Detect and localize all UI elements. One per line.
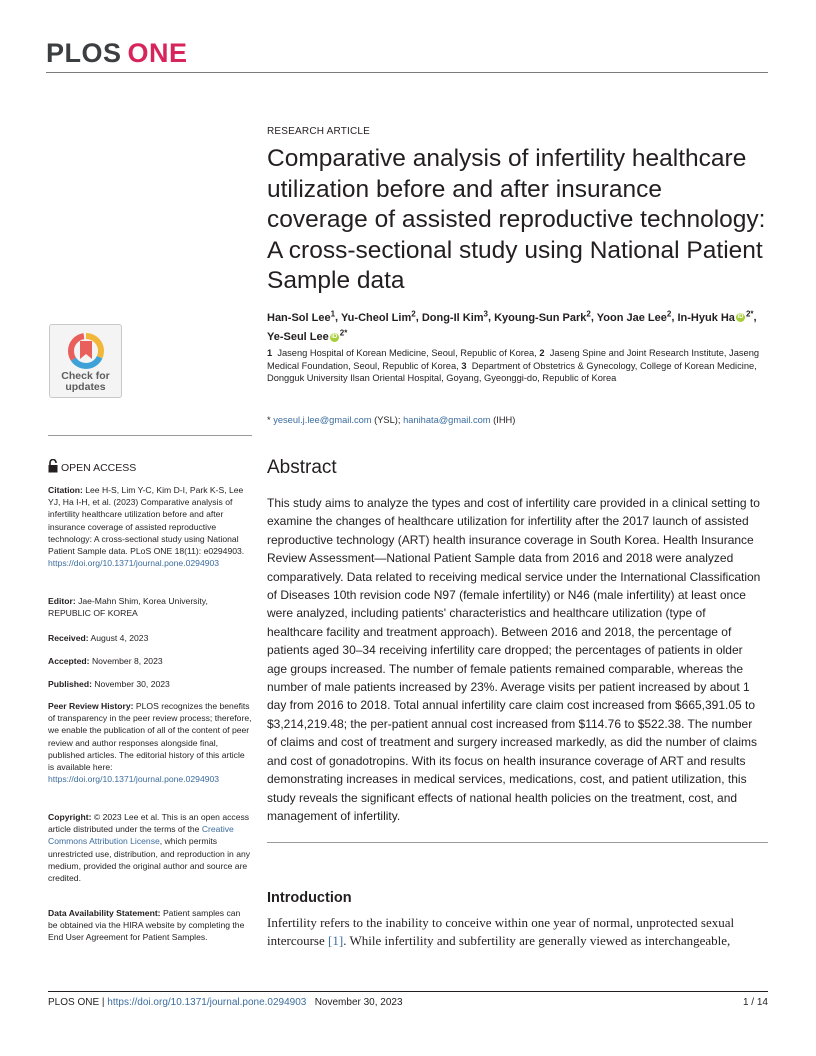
author[interactable]: Dong-Il Kim$^3$ xyxy=(421,309,488,324)
journal-logo[interactable] xyxy=(46,38,188,69)
page-footer xyxy=(48,997,768,1008)
license-link[interactable]: Creative Commons Attribution License xyxy=(48,824,234,847)
abstract-heading: Abstract xyxy=(267,457,337,478)
reference-link[interactable]: [1] xyxy=(328,932,344,948)
author[interactable]: Ye-Seul Lee iD $^{2*}$ xyxy=(267,328,348,344)
footer-journal: PLOS ONE | xyxy=(48,997,105,1008)
article-type: RESEARCH ARTICLE xyxy=(267,126,371,137)
peer-review-link[interactable]: https://doi.org/10.1371/journal.pone.0294903 xyxy=(48,774,220,785)
author[interactable]: Yoon Jae Lee$^2$ xyxy=(596,309,672,324)
author[interactable]: Yu-Cheol Lim$^2$ xyxy=(340,309,416,324)
accepted-block: Accepted: November 8, 2023 xyxy=(48,656,163,666)
logo-word-one: ONE xyxy=(127,38,188,68)
open-lock-icon xyxy=(48,459,58,473)
abstract-text: This study aims to analyze the types and cost of infertility care provided in a clinical setting to examine the changes of healthcare utilization for infertility after the 2017 launch of assisted reproductive technology (ART) health insurance coverage in South Korea. Health Insurance Review Assessment—National Patient Sample data from 2016 and 2018 were analyzed comparatively. Data related to receiving medical service under the International Classification of Diseases 10th revision code N97 (female infertility) or N46 (male infertility) at least once were analyzed, including patients' characteristics and healthcare utilization (type of healthcare facility and treatment approach). Between 2016 and 2018, the percentage of patients aged 30–34 receiving infertility care dropped; the percentages of patients in older age groups increased. The number of female patients remained comparable, whereas the number of male patients increased by 23%. Average visits per patient increased by about 1 day from 2016 to 2018. Total annual infertility care claim cost increased from $665,391.05 to $3,214,219.48; the per-patient annual cost increased from $114.76 to $522.38. The number of claims and cost of treatment and surgery increased markedly, as did the number of claims and cost of gonadotropins. With its focus on health insurance coverage of ART and results demonstrating increases in medical services, medications, cost, and patient utilization, this study reveals the significant effects of national health policies on the treatment, cost, and management of infertility. xyxy=(267,496,761,823)
sidebar-rule xyxy=(48,435,252,436)
article-title: Comparative analysis of infertility healthcare utilization before and after insurance coverage of assisted reproductive technology: A cross-sectional study using National Patient Sample data xyxy=(267,145,766,294)
data-availability-block: Data Availability Statement: Patient samples can be obtained via the HIRA website by completing the End User Agreement for Patient Samples. xyxy=(48,908,245,943)
page-number: 1 / 14 xyxy=(742,997,768,1008)
editor-block: Editor: Jae-Mahn Shim, Korea University, REPUBLIC OF KOREA xyxy=(48,596,208,619)
check-updates-line2: updates xyxy=(65,381,106,393)
orcid-icon[interactable]: iD xyxy=(737,314,744,321)
received-block: Received: August 4, 2023 xyxy=(48,633,149,643)
author-list: Han-Sol Lee$^1$, Yu-Cheol Lim$^2$, Dong-Il Kim$^3$, Kyoung-Sun Park$^2$, Yoon Jae Lee$^2$, In-Hyuk Ha iD $^{2*}$, Ye-Seul Lee iD $^{2*}$ xyxy=(267,309,757,344)
footer-rule xyxy=(48,991,768,992)
orcid-icon[interactable]: iD xyxy=(331,333,338,340)
author[interactable]: Han-Sol Lee$^1$ xyxy=(267,309,336,324)
published-block: Published: November 30, 2023 xyxy=(48,679,170,689)
footer-doi-link[interactable]: https://doi.org/10.1371/journal.pone.0294903 xyxy=(107,997,307,1008)
check-for-updates-badge[interactable] xyxy=(49,324,122,398)
copyright-block: Copyright: © 2023 Lee et al. This is an open access article distributed under the terms of the Creative Commons Attribution License, which permits unrestricted use, distribution, and reproduction in any medium, provided the original author and source are credited. xyxy=(48,812,251,884)
abstract-rule xyxy=(267,842,768,843)
check-updates-line1: Check for xyxy=(61,370,110,382)
author[interactable]: Kyoung-Sun Park$^2$ xyxy=(494,309,591,324)
email-link[interactable]: hanihata@gmail.com xyxy=(403,415,491,425)
citation-doi-link[interactable]: https://doi.org/10.1371/journal.pone.0294903 xyxy=(48,558,220,569)
header-rule xyxy=(46,72,768,73)
introduction-text: Infertility refers to the inability to conceive within one year of normal, unprotected sexual intercourse [1]. While infertility and subfertility are generally viewed as interchangeable, xyxy=(267,915,735,948)
logo-word-plos: PLOS xyxy=(46,38,122,68)
check-updates-icon xyxy=(66,331,106,371)
author[interactable]: In-Hyuk Ha iD $^{2*}$ xyxy=(677,309,754,324)
email-link[interactable]: yeseul.j.lee@gmail.com xyxy=(273,415,372,425)
peer-review-block: Peer Review History: PLOS recognizes the benefits of transparency in the peer review process; therefore, we enable the publication of all of the content of peer review and author responses alongside final, published articles. The editorial history of this article is available here: https://doi.org/10.1371/journal.pone.0294903 xyxy=(48,701,252,785)
open-access-label: OPEN ACCESS xyxy=(48,459,136,474)
footer-date: November 30, 2023 xyxy=(314,997,403,1008)
affiliations: 1 Jaseng Hospital of Korean Medicine, Seoul, Republic of Korea, 2 Jaseng Spine and Joint Research Institute, Jaseng Medical Foundation, Seoul, Republic of Korea, 3 Department of Obstetrics & Gynecology, College of Korean Medicine, Dongguk University Ilsan Oriental Hospital, Goyang, Gyeonggi-do, Republic of Korea xyxy=(267,348,760,384)
introduction-heading: Introduction xyxy=(267,890,352,906)
citation-block: Citation: Lee H-S, Lim Y-C, Kim D-I, Park K-S, Lee YJ, Ha I-H, et al. (2023) Comparative analysis of infertility healthcare utilization before and after insurance coverage of assisted reproductive technology: A cross-sectional study using National Patient Sample data. PLoS ONE 18(11): e0294903. https://doi.org/10.1371/journal.pone.0294903 xyxy=(48,485,245,569)
corresponding-contact: * yeseul.j.lee@gmail.com (YSL); hanihata@gmail.com (IHH) xyxy=(267,415,516,425)
